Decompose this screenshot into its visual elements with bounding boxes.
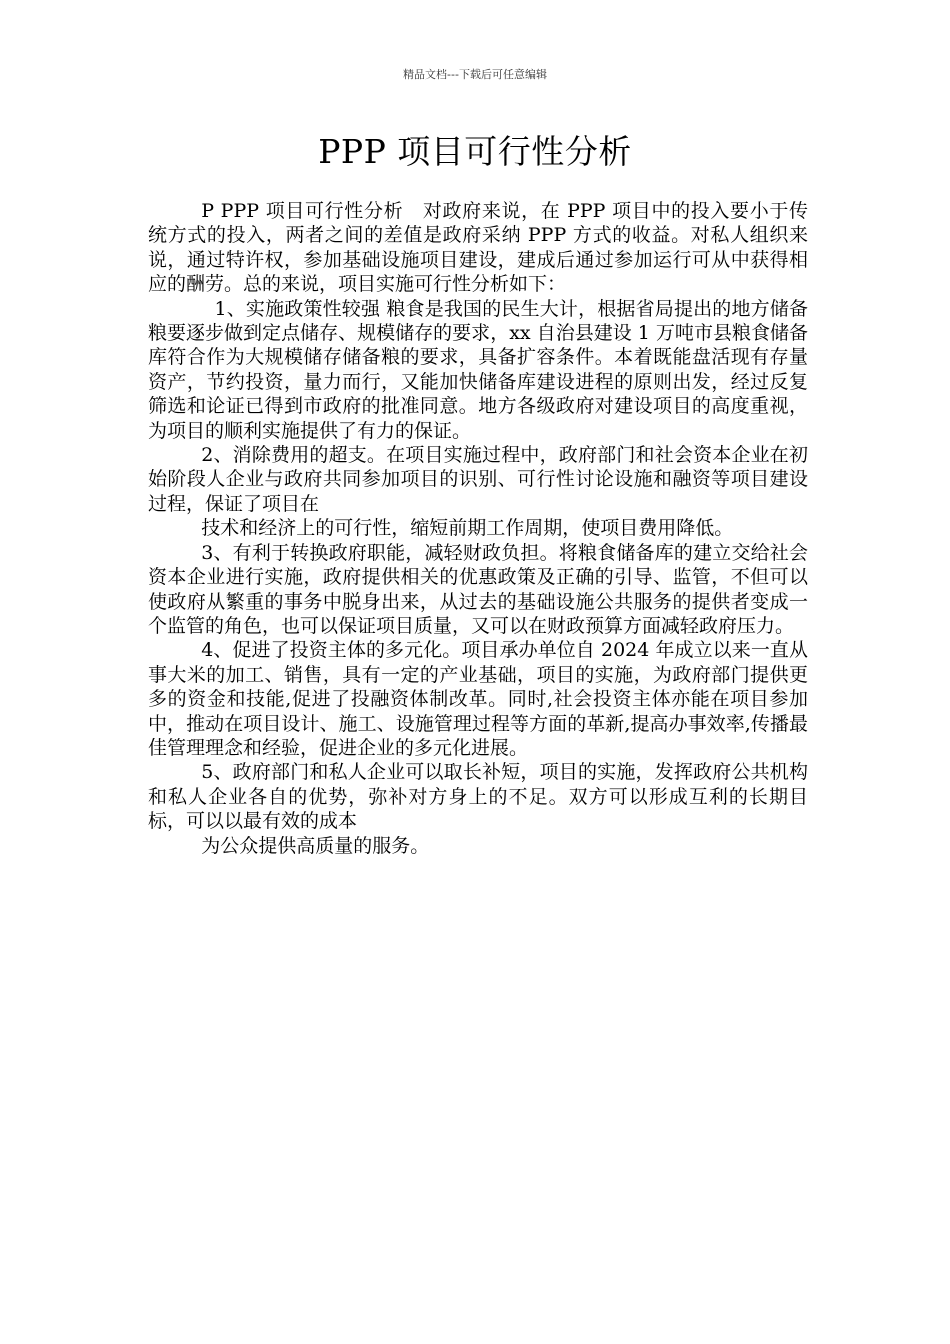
paragraph-point-3: 3、有利于转换政府职能，减轻财政负担。将粮食储备库的建立交给社会资本企业进行实施，政府提供相关的优惠政策及正确的引导、监管，不但可以使政府从繁重的事务中脱身出来，从过去的基础设施公共服务的提供者变成一个监管的角色，也可以保证项目质量，又可以在财政预算方面减轻政府压力。 — [148, 541, 808, 637]
paragraph-point-1: 1、实施政策性较强 粮食是我国的民生大计，根据省局提出的地方储备粮要逐步做到定点储存、规模储存的要求，xx 自治县建设 1 万吨市县粮食储备库符合作为大规模储存储备粮的要求，具备扩容条件。本着既能盘活现有存量资产，节约投资，量力而行，又能加快储备库建设进程的原则出发，经过反复筛选和论证已得到市政府的批准同意。地方各级政府对建设项目的高度重视，为项目的顺利实施提供了有力的保证。 — [148, 297, 808, 442]
paragraph-point-4: 4、促进了投资主体的多元化。项目承办单位自 2024 年成立以来一直从事大米的加工、销售，具有一定的产业基础，项目的实施，为政府部门提供更多的资金和技能,促进了投融资体制改革。同时,社会投资主体亦能在项目参加中，推动在项目设计、施工、设施管理过程等方面的革新,提高办事效率,传播最佳管理理念和经验，促进企业的多元化进展。 — [148, 639, 808, 759]
document-body — [148, 199, 808, 858]
paragraph-point-5-continued: 为公众提供高质量的服务。 — [201, 834, 430, 857]
document-title: PPP 项目可行性分析 — [318, 132, 632, 171]
paragraph-point-2: 2、消除费用的超支。在项目实施过程中，政府部门和社会资本企业在初始阶段人企业与政府共同参加项目的识别、可行性讨论设施和融资等项目建设过程，保证了项目在 — [148, 444, 808, 515]
paragraph-point-5: 5、政府部门和私人企业可以取长补短，项目的实施，发挥政府公共机构和私人企业各自的优势，弥补对方身上的不足。双方可以形成互利的长期目标，可以以最有效的成本 — [148, 761, 808, 833]
paragraph-intro: P PPP 项目可行性分析 对政府来说，在 PPP 项目中的投入要小于传统方式的投入，两者之间的差值是政府采纳 PPP 方式的收益。对私人组织来说，通过特许权，参加基础设施项目建设，建成后通过参加运行可从中获得相应的酬劳。总的来说，项目实施可行性分析如下： — [148, 200, 808, 296]
header-note: 精品文档---下载后可任意编辑 — [403, 68, 547, 81]
paragraph-point-2-continued: 技术和经济上的可行性，缩短前期工作周期，使项目费用降低。 — [201, 517, 734, 540]
